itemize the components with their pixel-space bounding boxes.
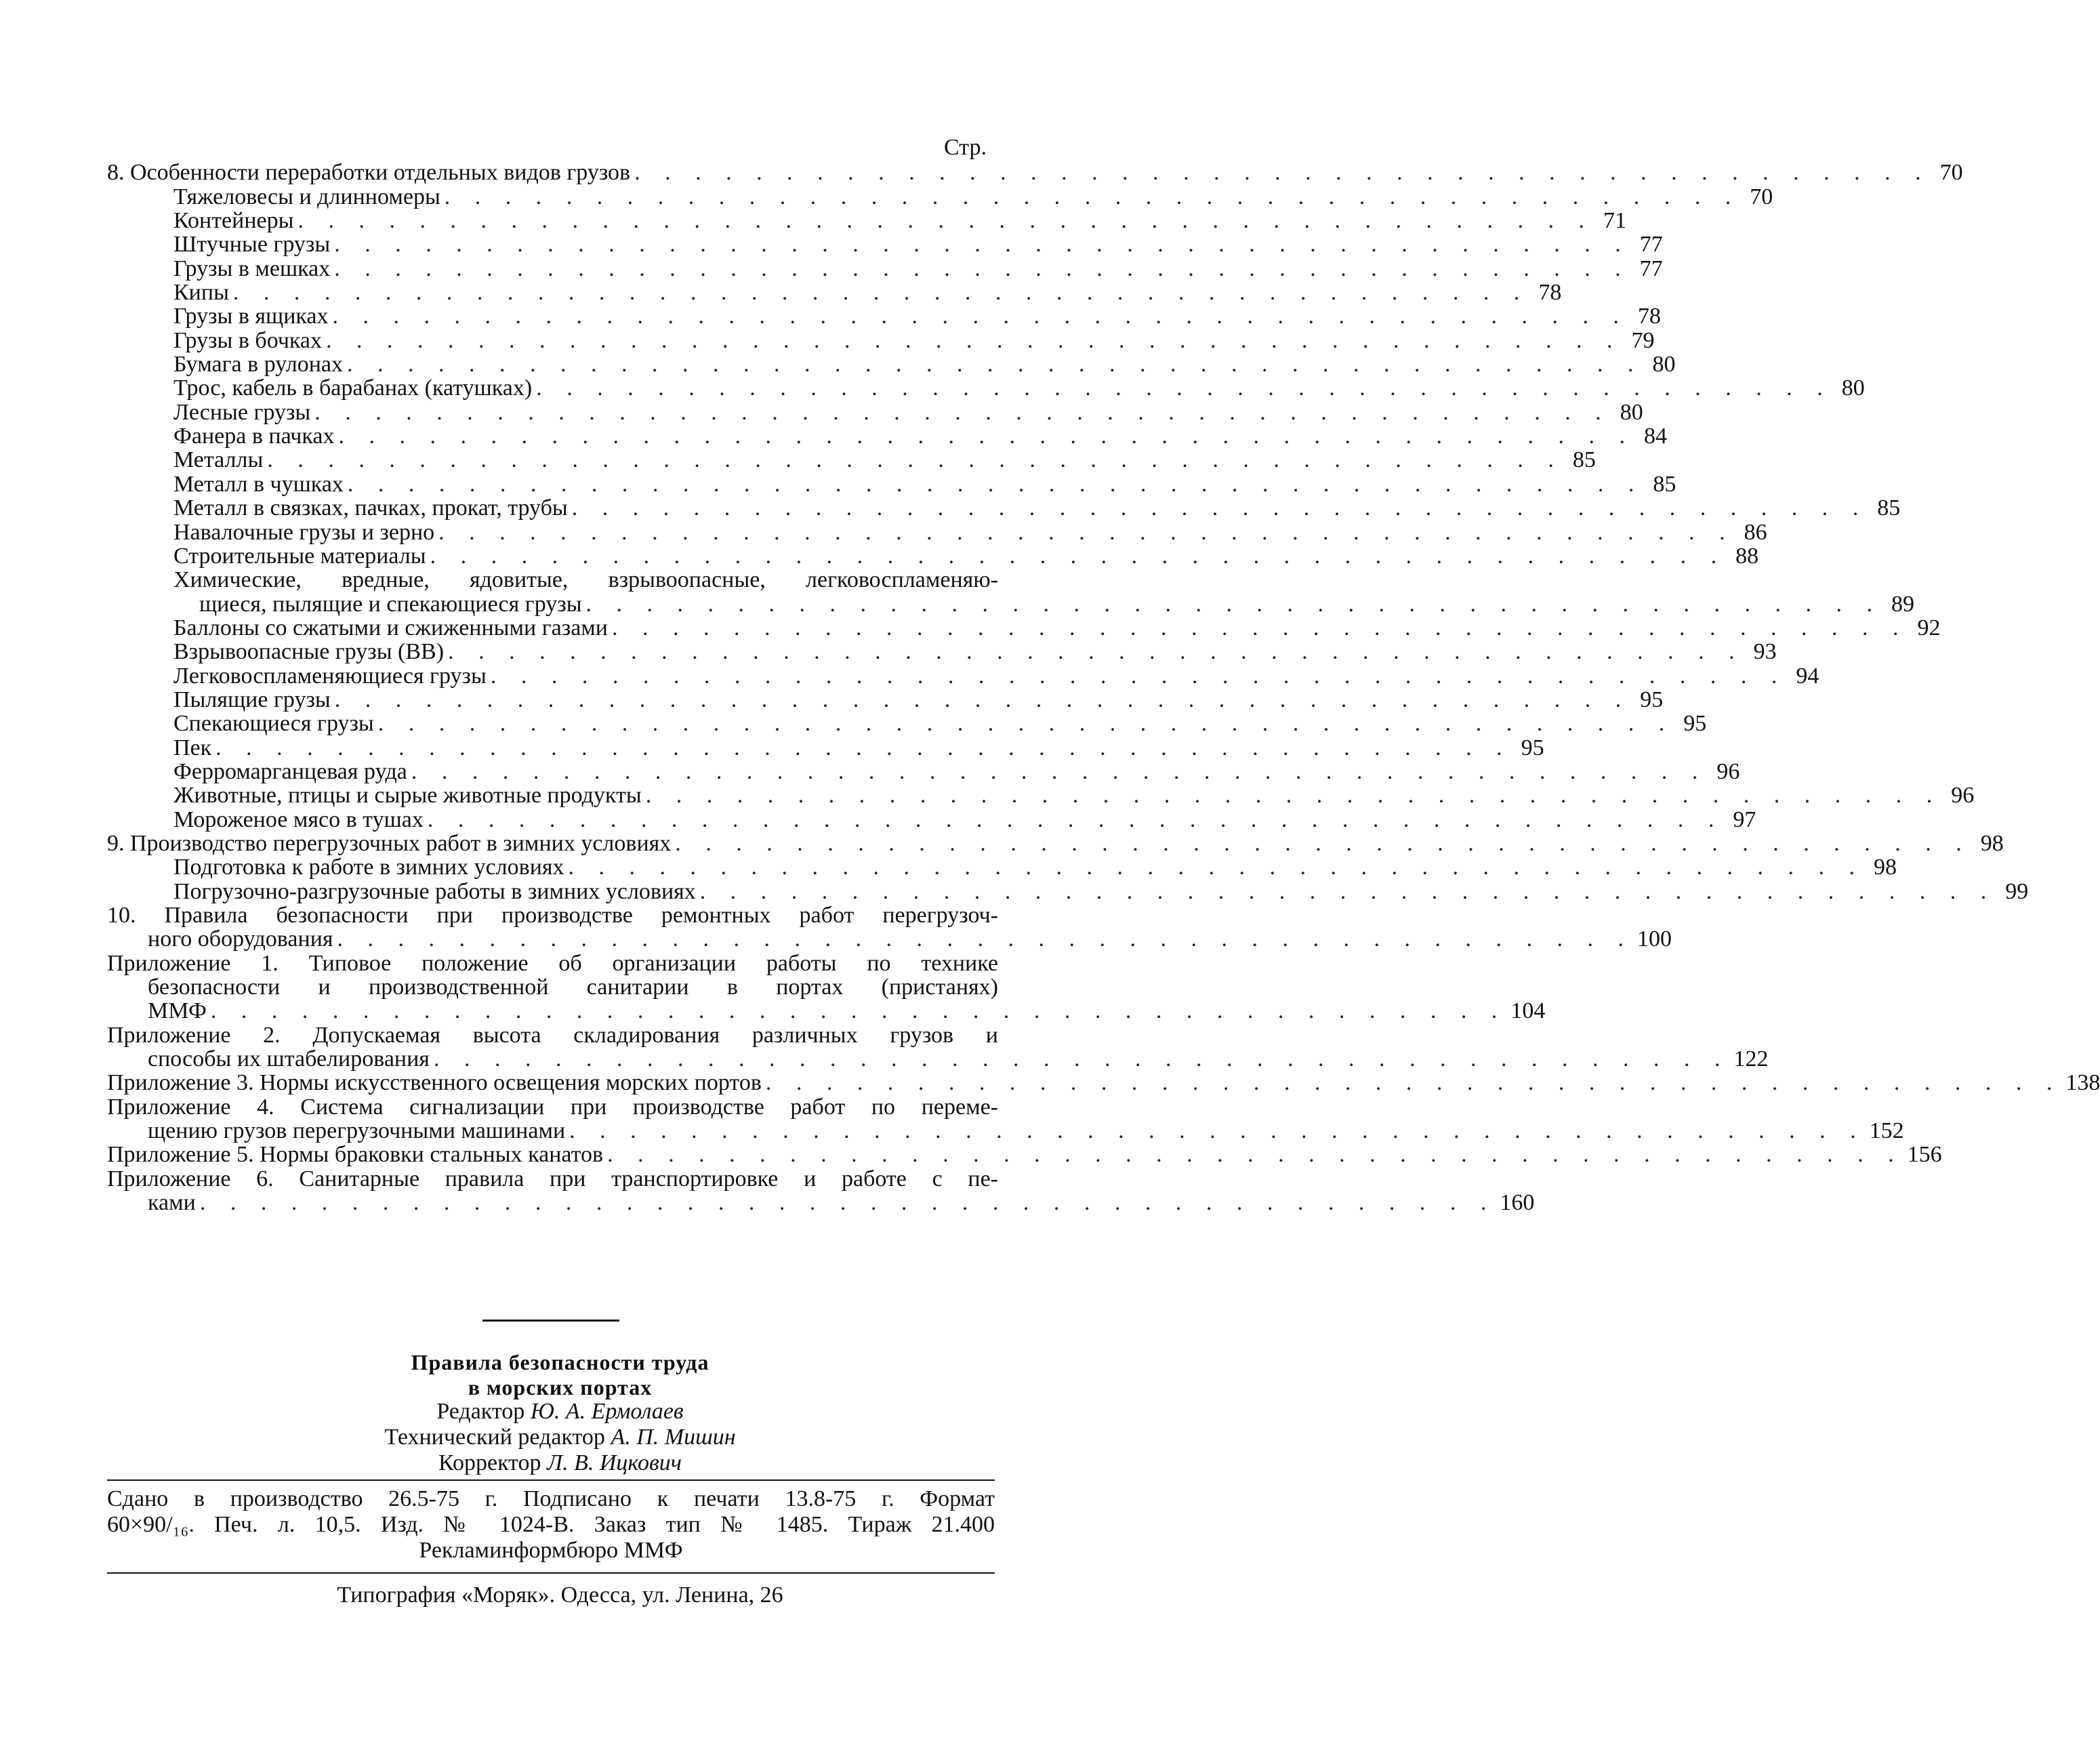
toc-entry (107, 975, 998, 999)
toc-entry-title: Погрузочно-разгрузочные работы в зимних условиях (173, 878, 696, 904)
toc-leader-dots: . . . . . . . . . . . . . . . . . . . . . . . . . . . . . . . . . . . . . . . . . . . (267, 447, 1563, 473)
toc-leader-dots: . . . . . . . . . . . . . . . . . . . . . . . . . . . . . . . . . . . . . . . . . . . (377, 711, 1674, 737)
toc-leader-dots: . . . . . . . . . . . . . . . . . . . . . . . . . . . . . . . . . . . . . . . . . . . (645, 783, 1942, 809)
toc-leader-dots: . . . . . . . . . . . . . . . . . . . . . . . . . . . . . . . . . . . . . . . . . . . (427, 806, 1724, 832)
toc-leader-dots: . . . . . . . . . . . . . . . . . . . . . . . . . . . . . . . . . . . . . . . . . . . (536, 375, 1832, 401)
toc-entry-page: 96 (1951, 783, 1975, 809)
toc-entry-title: Бумага в рулонах (173, 352, 344, 377)
tech-editor-line (0, 1425, 1120, 1450)
toc-leader-dots: . . . . . . . . . . . . . . . . . . . . . . . . . . . . . . . . . . . . . . . . . . . (337, 926, 1634, 952)
toc-entry-title: Тяжеловесы и длинномеры (173, 184, 440, 209)
toc-entry-title: Пек (173, 735, 212, 760)
toc-entry-page: 84 (1644, 424, 1668, 449)
toc-leader-dots: . . . . . . . . . . . . . . . . . . . . . . . . . . . . . . . . . . . . . . . . . . . (438, 519, 1735, 545)
toc-entry (107, 304, 1662, 329)
toc-entry-title: Животные, птицы и сырые животные продукты (173, 783, 642, 809)
toc-entry (107, 758, 1740, 784)
toc-entry-title: Контейнеры (173, 208, 294, 234)
toc-entry-title: щиеся, пылящие и спекающиеся грузы (199, 591, 582, 617)
toc-entry (107, 519, 1767, 545)
toc-entry-page: 95 (1640, 687, 1664, 712)
toc-entry-title: щению грузов перегрузочными машинами (148, 1118, 566, 1144)
toc-entry-page: 98 (1980, 830, 2004, 856)
toc-entry-title: ММФ (148, 998, 207, 1024)
toc-entry-title: Грузы в ящиках (173, 304, 329, 329)
toc-entry-title: Строительные материалы (173, 543, 426, 569)
divider-imprint-top (107, 1479, 995, 1481)
toc-leader-dots: . . . . . . . . . . . . . . . . . . . . . . . . . . . . . . . . . . . . . . . . . . . (430, 543, 1727, 569)
toc-entry-page: 99 (2005, 878, 2029, 904)
imprint-line-3: Рекламинформбюро ММФ (419, 1538, 683, 1563)
toc-entry (107, 855, 1897, 880)
toc-entry-title: Спекающиеся грузы (173, 711, 374, 737)
toc-leader-dots: . . . . . . . . . . . . . . . . . . . . . . . . . . . . . . . . . . . . . . . . . . . (347, 471, 1644, 497)
toc-entry (107, 160, 1963, 186)
toc-leader-dots: . . . . . . . . . . . . . . . . . . . . . . . . . . . . . . . . . . . . . . . . . . . (334, 256, 1630, 281)
toc-entry-title: безопасности и производственной санитарии в портах (пристанях) (148, 975, 998, 1000)
toc-entry-title: ного оборудования (148, 926, 333, 952)
toc-entry-page: 85 (1877, 495, 1901, 521)
toc-entry-page: 100 (1637, 926, 1672, 952)
toc-entry-page: 85 (1653, 471, 1676, 497)
toc-entry-page: 78 (1638, 304, 1662, 329)
printer-line: Типография «Моряк». Одесса, ул. Ленина, 26 (337, 1582, 783, 1608)
toc-entry (107, 471, 1676, 497)
book-title-line2: в морских портах (468, 1375, 653, 1399)
toc-entry-title: Приложение 3. Нормы искусственного освещения морских портов (107, 1070, 762, 1096)
toc-entry (107, 184, 1773, 209)
toc-entry (107, 280, 1562, 306)
toc-entry (107, 232, 1663, 258)
toc-leader-dots: . . . . . . . . . . . . . . . . . . . . . . . . . . . . . . . . . . . . . . . . . . . (433, 1046, 1730, 1072)
toc-leader-dots: . . . . . . . . . . . . . . . . . . . . . . . . . . . . . . . . . . . . . . . . . . . (448, 639, 1744, 665)
toc-entry-title: Пылящие грузы (173, 687, 331, 712)
toc-entry (107, 375, 1865, 401)
toc-leader-dots: . . . . . . . . . . . . . . . . . . . . . . . . . . . . . . . . . . . . . . . . . . . (199, 1190, 1496, 1216)
toc-entry (107, 951, 998, 975)
toc-entry (107, 735, 1544, 760)
toc-entry (107, 327, 1655, 353)
toc-entry-page: 95 (1521, 735, 1544, 760)
corrector-name: Л. В. Ицкович (547, 1450, 682, 1475)
toc-leader-dots: . . . . . . . . . . . . . . . . . . . . . . . . . . . . . . . . . . . . . . . . . . . (444, 184, 1741, 209)
toc-entry (107, 1190, 1535, 1216)
toc-leader-dots: . . . . . . . . . . . . . . . . . . . . . . . . . . . . . . . . . . . . . . . . . . . (699, 878, 1996, 904)
toc-entry-page: 98 (1874, 855, 1897, 880)
editor-name: Ю. А. Ермолаев (530, 1399, 684, 1424)
toc-entry-page: 80 (1841, 375, 1865, 401)
tech-editor-name: А. П. Мишин (611, 1425, 736, 1450)
toc-entry (107, 543, 1759, 569)
toc-leader-dots: . . . . . . . . . . . . . . . . . . . . . . . . . . . . . . . . . . . . . . . . . . . (490, 663, 1787, 689)
toc-leader-dots: . . . . . . . . . . . . . . . . . . . . . . . . . . . . . . . . . . . . . . . . . . . (347, 352, 1643, 377)
toc-entry-title: Химические, вредные, ядовитые, взрывоопасные, легковоспламеняю- (173, 567, 998, 593)
toc-entry (107, 1070, 2100, 1096)
toc-entry-page: 152 (1869, 1118, 1904, 1144)
toc-entry-page: 104 (1510, 998, 1546, 1024)
tech-editor-role: Технический редактор (384, 1425, 605, 1450)
toc-entry (107, 399, 1643, 425)
toc-entry (107, 424, 1668, 449)
toc-entry-page: 94 (1796, 663, 1819, 689)
toc-entry (107, 1095, 998, 1118)
colophon (0, 1349, 1120, 1476)
toc-leader-dots: . . . . . . . . . . . . . . . . . . . . . . . . . . . . . . . . . . . . . . . . . . . (332, 304, 1629, 329)
toc-entry-title: Металл в связках, пачках, прокат, трубы (173, 495, 568, 521)
toc-leader-dots: . . . . . . . . . . . . . . . . . . . . . . . . . . . . . . . . . . . . . . . . . . . (569, 1118, 1866, 1144)
toc-entry-page: 92 (1917, 615, 1941, 640)
book-title-line1: Правила безопасности труда (411, 1350, 709, 1374)
toc-entry-title: 9. Производство перегрузочных работ в зимних условиях (107, 830, 672, 856)
imprint-line-2: 60×90/₁₆. Печ. л. 10,5. Изд. № 1024-В. Заказ тип № 1485. Тираж 21.400 (107, 1512, 995, 1537)
toc-entry-title: Металлы (173, 447, 264, 473)
toc-leader-dots: . . . . . . . . . . . . . . . . . . . . . . . . . . . . . . . . . . . . . . . . . . . (215, 735, 1512, 760)
toc-entry-title: Приложение 1. Типовое положение об организации работы по технике (107, 950, 998, 976)
toc-leader-dots: . . . . . . . . . . . . . . . . . . . . . . . . . . . . . . . . . . . . . . . . . . . (634, 160, 1931, 186)
toc-entry-title: Баллоны со сжатыми и сжиженными газами (173, 615, 609, 640)
toc-entry (107, 806, 1756, 832)
toc-entry-page: 95 (1683, 711, 1707, 737)
toc-entry-page: 138 (2065, 1070, 2100, 1096)
toc-entry (107, 495, 1901, 521)
toc-entry-page: 97 (1733, 806, 1756, 832)
toc-entry-title: Взрывоопасные грузы (ВВ) (173, 639, 445, 665)
toc-entry-title: Трос, кабель в барабанах (катушках) (173, 375, 533, 401)
toc-entry-title: Приложение 5. Нормы браковки стальных канатов (107, 1142, 604, 1168)
toc-entry (107, 711, 1707, 737)
toc-entry (107, 1166, 998, 1190)
toc-entry-title: Кипы (173, 280, 229, 306)
editor-line (0, 1399, 1120, 1425)
toc-leader-dots: . . . . . . . . . . . . . . . . . . . . . . . . . . . . . . . . . . . . . . . . . . . (297, 208, 1594, 234)
divider-short (482, 1320, 619, 1322)
toc-entry (107, 1046, 1769, 1072)
toc-entry-title: Лесные грузы (173, 399, 311, 425)
toc-entry-title: Приложение 4. Система сигнализации при производстве работ по переме- (107, 1094, 998, 1120)
toc-leader-dots: . . . . . . . . . . . . . . . . . . . . . . . . . . . . . . . . . . . . . . . . . . . (571, 495, 1868, 521)
toc-leader-dots: . . . . . . . . . . . . . . . . . . . . . . . . . . . . . . . . . . . . . . . . . . . (334, 232, 1630, 258)
toc-entry-page: 96 (1716, 758, 1740, 784)
toc-entry-page: 71 (1603, 208, 1626, 234)
toc-leader-dots: . . . . . . . . . . . . . . . . . . . . . . . . . . . . . . . . . . . . . . . . . . . (232, 280, 1529, 306)
toc-leader-dots: . . . . . . . . . . . . . . . . . . . . . . . . . . . . . . . . . . . . . . . . . . . (210, 998, 1507, 1024)
toc-leader-dots: . . . . . . . . . . . . . . . . . . . . . . . . . . . . . . . . . . . . . . . . . . . (607, 1142, 1903, 1168)
toc-entry-title: Штучные грузы (173, 232, 331, 258)
toc-entry (107, 1142, 1942, 1168)
toc-entry (107, 639, 1777, 665)
corrector-role: Корректор (438, 1450, 541, 1475)
toc-entry (107, 687, 1664, 712)
toc-entry-title: Грузы в бочках (173, 327, 323, 353)
toc-entry-page: 78 (1538, 280, 1562, 306)
toc-leader-dots: . . . . . . . . . . . . . . . . . . . . . . . . . . . . . . . . . . . . . . . . . . . (765, 1070, 2062, 1096)
toc-entry-page: 93 (1753, 639, 1777, 665)
imprint-line-1: Сдано в производство 26.5-75 г. Подписано к печати 13.8-75 г. Формат (107, 1486, 995, 1511)
toc-entry (107, 568, 998, 592)
toc-entry-title: 10. Правила безопасности при производстве ремонтных работ перегрузоч- (107, 903, 998, 928)
divider-imprint-bottom (107, 1572, 995, 1574)
toc-leader-dots: . . . . . . . . . . . . . . . . . . . . . . . . . . . . . . . . . . . . . . . . . . . (675, 830, 1971, 856)
toc-leader-dots: . . . . . . . . . . . . . . . . . . . . . . . . . . . . . . . . . . . . . . . . . . . (585, 591, 1882, 617)
toc-entry-page: 70 (1750, 184, 1773, 209)
toc-entry-title: Металл в чушках (173, 471, 344, 497)
toc-entry (107, 878, 2029, 904)
toc-entry-page: 160 (1500, 1190, 1535, 1216)
toc-entry-title: способы их штабелирования (148, 1046, 430, 1072)
toc-entry-page: 80 (1620, 399, 1643, 425)
toc-entry-title: Навалочные грузы и зерно (173, 519, 435, 545)
toc-entry-title: Ферромарганцевая руда (173, 758, 407, 784)
toc-leader-dots: . . . . . . . . . . . . . . . . . . . . . . . . . . . . . . . . . . . . . . . . . . . (314, 399, 1611, 425)
toc-leader-dots: . . . . . . . . . . . . . . . . . . . . . . . . . . . . . . . . . . . . . . . . . . . (326, 327, 1622, 353)
toc-entry (107, 998, 1546, 1024)
toc-entry (107, 256, 1663, 281)
toc-leader-dots: . . . . . . . . . . . . . . . . . . . . . . . . . . . . . . . . . . . . . . . . . . . (612, 615, 1908, 640)
toc-entry-page: 79 (1631, 327, 1655, 353)
toc-entry-page: 70 (1939, 160, 1963, 186)
toc-entry-title: ками (148, 1190, 196, 1216)
toc-entry-title: Грузы в мешках (173, 256, 331, 281)
table-of-contents (107, 160, 2100, 1216)
corrector-line (0, 1450, 1120, 1476)
toc-entry-page: 77 (1639, 256, 1663, 281)
page-column-label: Стр. (944, 135, 987, 160)
toc-entry-page: 86 (1744, 519, 1767, 545)
imprint (107, 1486, 995, 1564)
toc-entry-page: 88 (1735, 543, 1759, 569)
toc-entry-title: Легковоспламеняющиеся грузы (173, 663, 487, 689)
toc-entry-title: Мороженое мясо в тушах (173, 806, 424, 832)
toc-entry-title: Подготовка к работе в зимних условиях (173, 855, 564, 880)
toc-entry (107, 926, 1672, 952)
toc-entry-page: 89 (1891, 591, 1915, 617)
toc-entry (107, 1118, 1904, 1144)
toc-entry (107, 591, 1915, 617)
toc-entry (107, 903, 998, 927)
toc-entry-page: 156 (1907, 1142, 1942, 1168)
toc-entry (107, 615, 1941, 640)
toc-leader-dots: . . . . . . . . . . . . . . . . . . . . . . . . . . . . . . . . . . . . . . . . . . . (411, 758, 1708, 784)
toc-entry (107, 663, 1819, 689)
toc-entry-title: Приложение 2. Допускаемая высота складирования различных грузов и (107, 1022, 998, 1048)
toc-entry (107, 783, 1975, 809)
toc-leader-dots: . . . . . . . . . . . . . . . . . . . . . . . . . . . . . . . . . . . . . . . . . . . (338, 424, 1635, 449)
toc-entry-page: 85 (1572, 447, 1596, 473)
toc-leader-dots: . . . . . . . . . . . . . . . . . . . . . . . . . . . . . . . . . . . . . . . . . . . (568, 855, 1865, 880)
editor-role: Редактор (436, 1399, 525, 1424)
toc-entry (107, 1023, 998, 1046)
toc-entry (107, 447, 1596, 473)
toc-entry-page: 122 (1733, 1046, 1769, 1072)
toc-entry (107, 830, 2004, 856)
toc-entry-title: Приложение 6. Санитарные правила при транспортировке и работе с пе- (107, 1166, 998, 1191)
toc-entry-page: 77 (1639, 232, 1663, 258)
toc-leader-dots: . . . . . . . . . . . . . . . . . . . . . . . . . . . . . . . . . . . . . . . . . . . (334, 687, 1631, 712)
toc-entry-page: 80 (1652, 352, 1676, 377)
toc-entry-title: Фанера в пачках (173, 424, 335, 449)
toc-entry (107, 352, 1676, 377)
toc-entry-title: 8. Особенности переработки отдельных видов грузов (107, 160, 631, 186)
toc-entry (107, 208, 1626, 234)
